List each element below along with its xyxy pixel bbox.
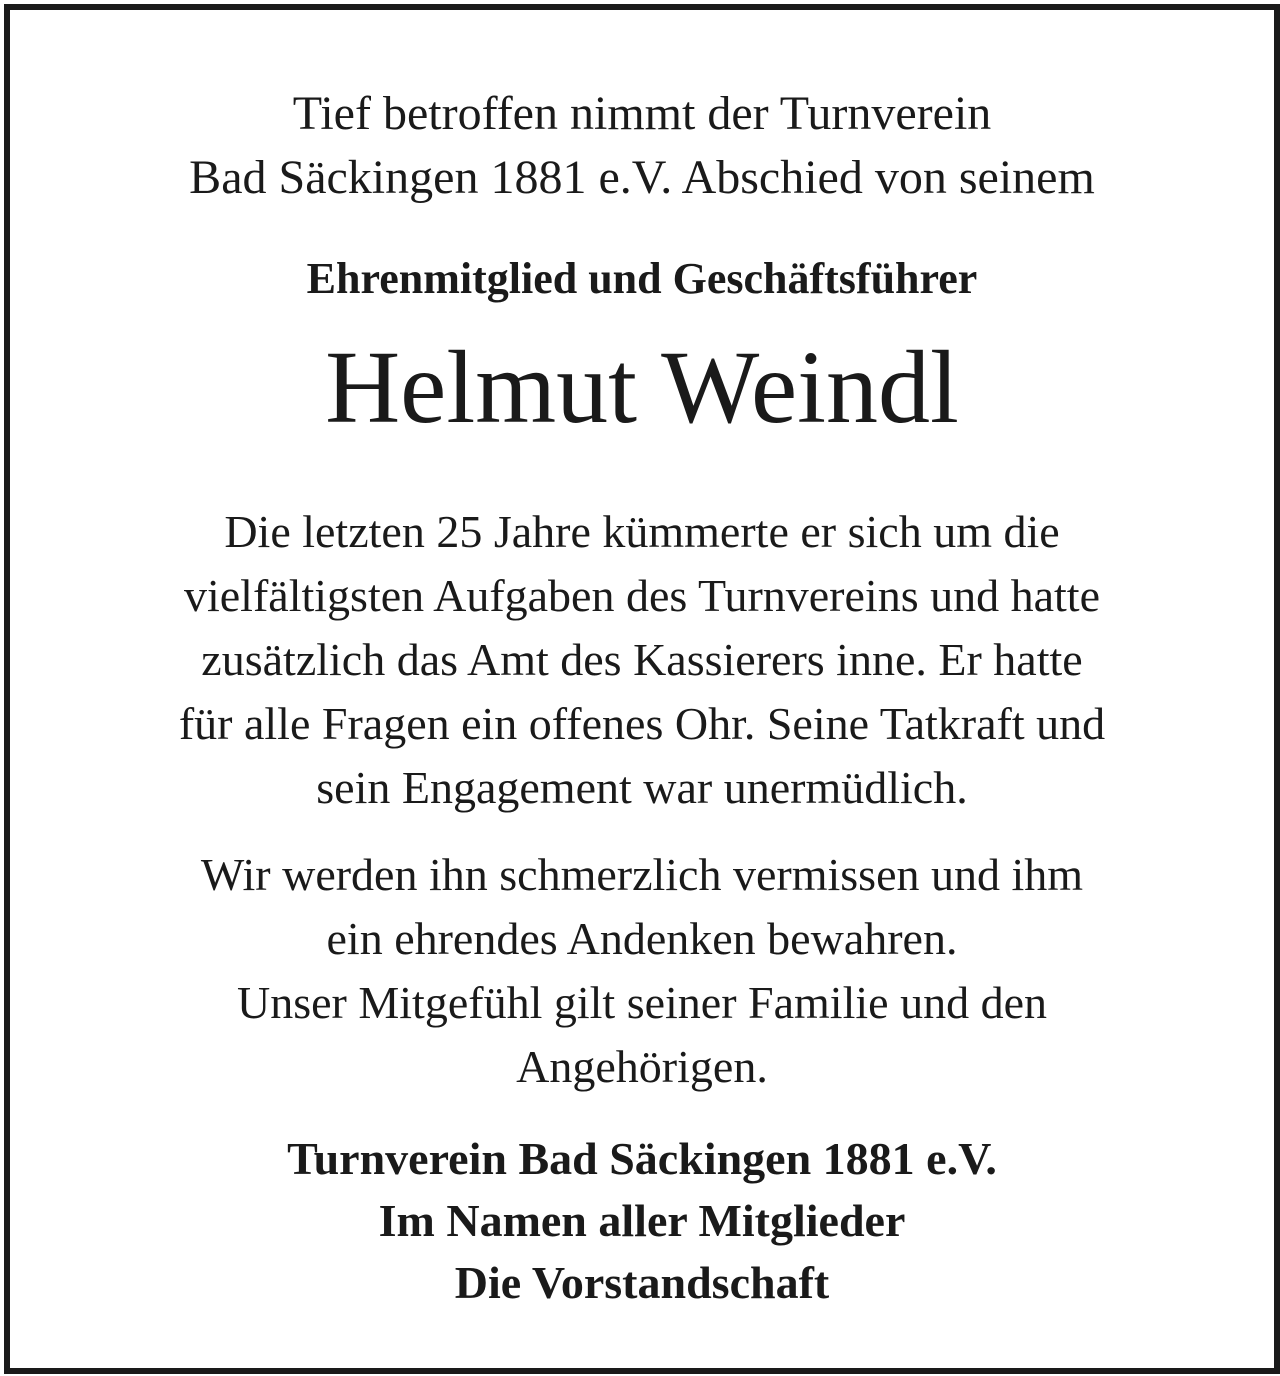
signature-line: Im Namen aller Mitglieder <box>378 1195 906 1246</box>
intro-text <box>10 82 1274 210</box>
condolence-line: Wir werden ihn schmerzlich vermissen und ihm <box>200 849 1084 900</box>
condolence-paragraph <box>10 843 1274 1099</box>
tribute-line: für alle Fragen ein offenes Ohr. Seine Tatkraft und <box>178 698 1106 749</box>
signature-line: Die Vorstandschaft <box>454 1257 830 1308</box>
signature-line: Turnverein Bad Säckingen 1881 e.V. <box>287 1133 997 1184</box>
tribute-line: Die letzten 25 Jahre kümmerte er sich um die <box>224 506 1060 557</box>
obituary-notice <box>4 4 1280 1374</box>
tribute-paragraph <box>10 500 1274 820</box>
intro-line: Tief betroffen nimmt der Turnverein <box>292 87 992 140</box>
tribute-line: vielfältigsten Aufgaben des Turnvereins und hatte <box>183 570 1100 621</box>
deceased-name: Helmut Weindl <box>325 330 959 445</box>
tribute-line: sein Engagement war unermüdlich. <box>316 762 968 813</box>
condolence-line: Unser Mitgefühl gilt seiner Familie und den <box>237 977 1047 1028</box>
role-title: Ehrenmitglied und Geschäftsführer <box>306 254 978 303</box>
intro-line: Bad Säckingen 1881 e.V. Abschied von seinem <box>189 151 1095 204</box>
condolence-line: Angehörigen. <box>516 1041 768 1092</box>
condolence-line: ein ehrendes Andenken bewahren. <box>326 913 958 964</box>
signature-block <box>10 1128 1274 1314</box>
tribute-line: zusätzlich das Amt des Kassierers inne. Er hatte <box>201 634 1083 685</box>
